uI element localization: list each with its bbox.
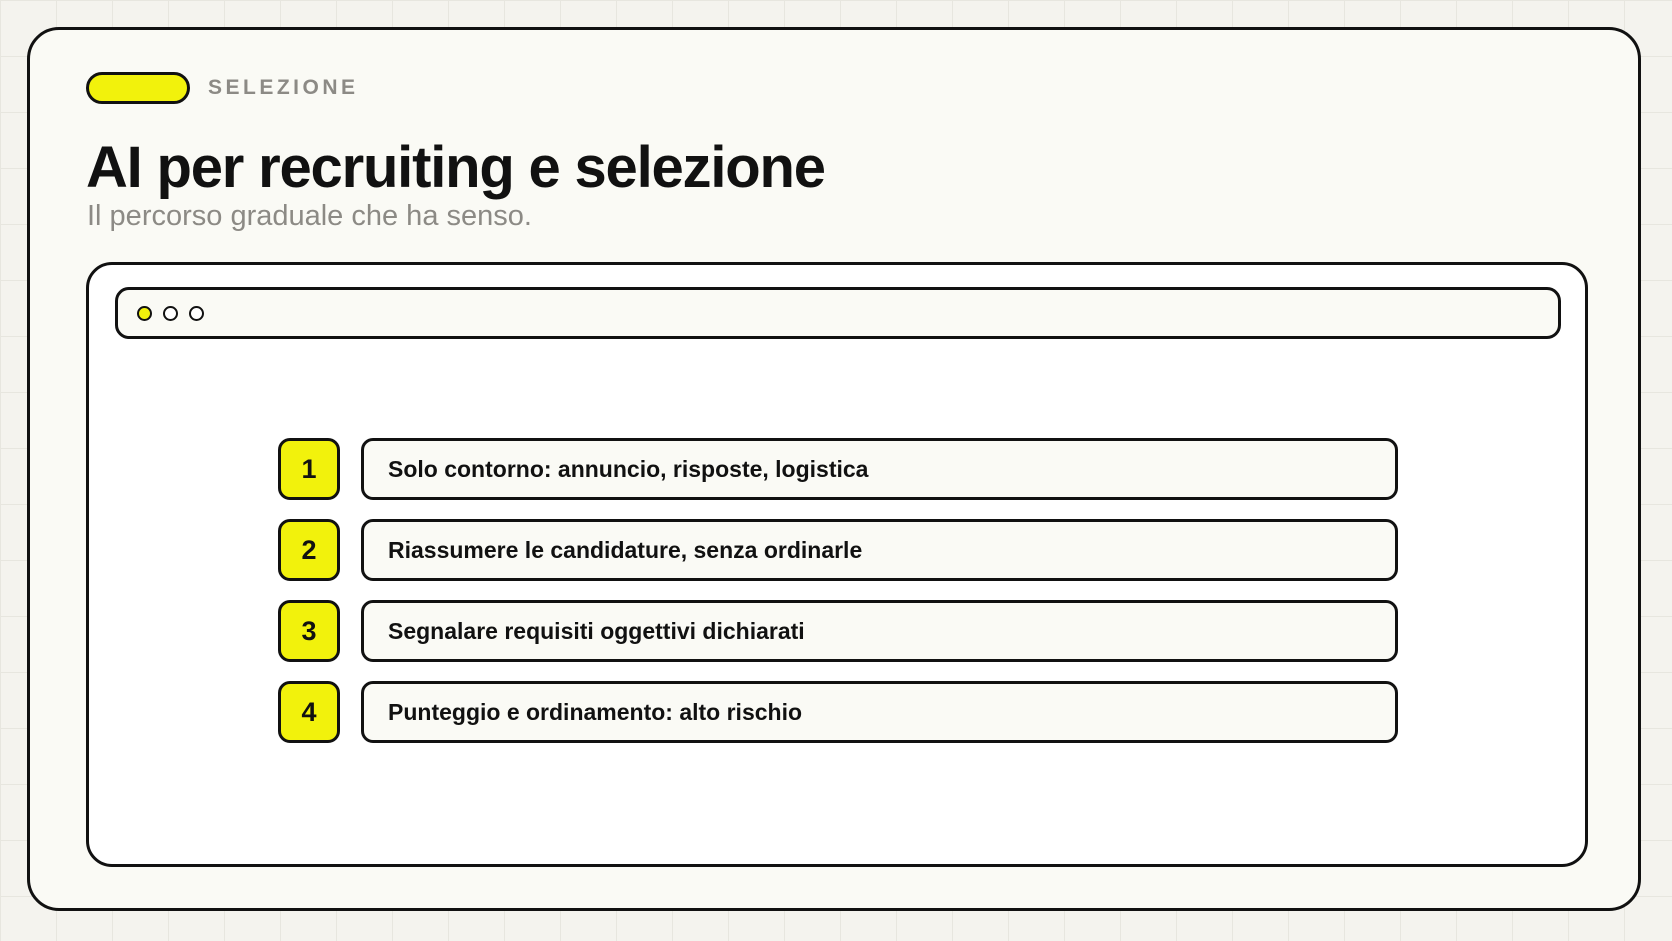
step-item bbox=[278, 438, 1398, 500]
step-item bbox=[278, 600, 1398, 662]
eyebrow-pill bbox=[86, 72, 190, 104]
page-title: AI per recruiting e selezione bbox=[86, 135, 825, 200]
step-number: 3 bbox=[278, 600, 340, 662]
slide-card bbox=[27, 27, 1641, 911]
page-subtitle: Il percorso graduale che ha senso. bbox=[87, 200, 532, 232]
step-text: Solo contorno: annuncio, risposte, logistica bbox=[361, 438, 1398, 500]
eyebrow bbox=[86, 72, 359, 104]
step-text: Segnalare requisiti oggettivi dichiarati bbox=[361, 600, 1398, 662]
steps-list bbox=[278, 438, 1398, 762]
eyebrow-label: SELEZIONE bbox=[208, 76, 359, 99]
window-dot-icon bbox=[137, 306, 152, 321]
window-dot-icon bbox=[189, 306, 204, 321]
step-number: 4 bbox=[278, 681, 340, 743]
step-text: Riassumere le candidature, senza ordinarle bbox=[361, 519, 1398, 581]
step-number: 2 bbox=[278, 519, 340, 581]
step-number: 1 bbox=[278, 438, 340, 500]
browser-address-bar bbox=[115, 287, 1561, 339]
step-item bbox=[278, 519, 1398, 581]
browser-window bbox=[86, 262, 1588, 867]
window-dot-icon bbox=[163, 306, 178, 321]
step-item bbox=[278, 681, 1398, 743]
step-text: Punteggio e ordinamento: alto rischio bbox=[361, 681, 1398, 743]
